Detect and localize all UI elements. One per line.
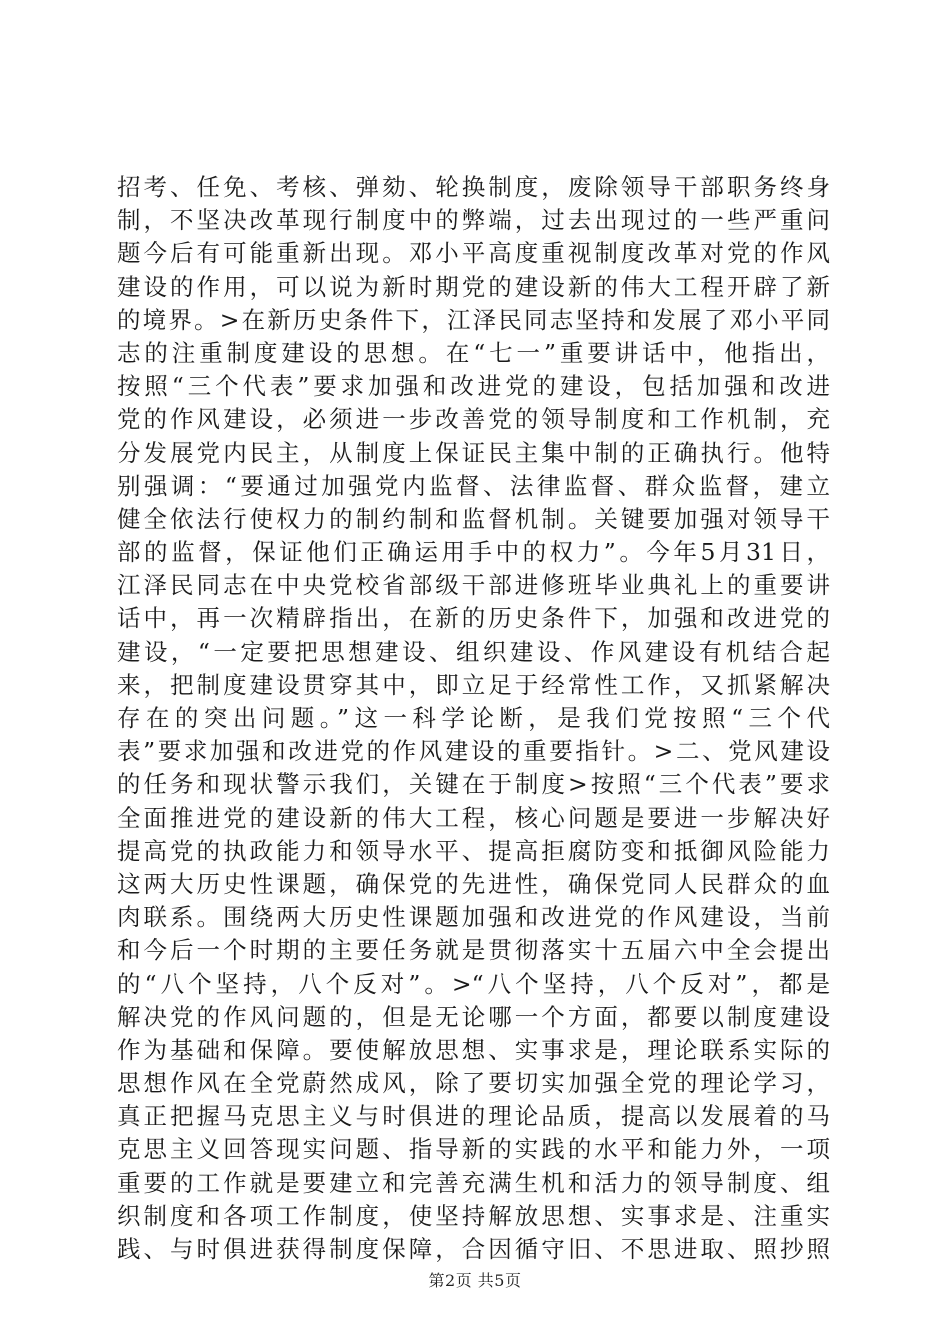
- text-line: 织制度和各项工作制度，使坚持解放思想、实事求是、注重实: [117, 1201, 830, 1230]
- text-line: 部的监督，保证他们正确运用手中的权力”。今年5月31日，: [117, 538, 830, 567]
- page-number-footer: 第2页 共5页: [428, 1271, 522, 1290]
- text-line: 健全依法行使权力的制约制和监督机制。关键要加强对领导干: [117, 504, 830, 533]
- text-line: 表”要求加强和改进党的作风建设的重要指针。>二、党风建设: [117, 737, 830, 766]
- text-line: 的任务和现状警示我们，关键在于制度>按照“三个代表”要求: [117, 770, 830, 799]
- text-line: 党的作风建设，必须进一步改善党的领导制度和工作机制，充: [117, 405, 830, 434]
- text-line: 江泽民同志在中央党校省部级干部进修班毕业典礼上的重要讲: [117, 571, 830, 600]
- text-line: 别强调：“要通过加强党内监督、法律监督、群众监督，建立: [117, 471, 830, 500]
- text-line: 真正把握马克思主义与时俱进的理论品质，提高以发展着的马: [117, 1102, 830, 1131]
- text-line: 重要的工作就是要建立和完善充满生机和活力的领导制度、组: [117, 1168, 830, 1197]
- text-line: 招考、任免、考核、弹劾、轮换制度，废除领导干部职务终身: [117, 173, 830, 201]
- body-paragraph: [117, 171, 830, 1266]
- text-line: 的境界。>在新历史条件下，江泽民同志坚持和发展了邓小平同: [117, 305, 830, 334]
- text-line: 提高党的执政能力和领导水平、提高拒腐防变和抵御风险能力: [117, 836, 830, 865]
- text-line: 肉联系。围绕两大历史性课题加强和改进党的作风建设，当前: [117, 903, 830, 932]
- text-line: 解决党的作风问题的，但是无论哪一个方面，都要以制度建设: [117, 1002, 830, 1031]
- text-line: 这两大历史性课题，确保党的先进性，确保党同人民群众的血: [117, 869, 830, 898]
- text-line: 志的注重制度建设的思想。在“七一”重要讲话中，他指出，: [117, 338, 830, 367]
- text-line: 制，不坚决改革现行制度中的弊端，过去出现过的一些严重问: [117, 206, 830, 235]
- text-line: 按照“三个代表”要求加强和改进党的建设，包括加强和改进: [117, 372, 830, 401]
- text-line: 全面推进党的建设新的伟大工程，核心问题是要进一步解决好: [117, 803, 830, 832]
- text-line: 和今后一个时期的主要任务就是贯彻落实十五届六中全会提出: [117, 936, 830, 965]
- text-line: 践、与时俱进获得制度保障，合因循守旧、不思进取、照抄照: [117, 1235, 830, 1263]
- text-line: 存在的突出问题。”这一科学论断，是我们党按照“三个代: [117, 704, 830, 732]
- text-line: 分发展党内民主，从制度上保证民主集中制的正确执行。他特: [117, 438, 830, 467]
- text-line: 克思主义回答现实问题、指导新的实践的水平和能力外，一项: [117, 1135, 830, 1164]
- text-line: 建设，“一定要把思想建设、组织建设、作风建设有机结合起: [117, 637, 830, 666]
- text-line: 建设的作用，可以说为新时期党的建设新的伟大工程开辟了新: [117, 272, 830, 301]
- text-line: 作为基础和保障。要使解放思想、实事求是，理论联系实际的: [117, 1035, 830, 1064]
- text-line: 题今后有可能重新出现。邓小平高度重视制度改革对党的作风: [117, 239, 830, 268]
- text-line: 来，把制度建设贯穿其中，即立足于经常性工作，又抓紧解决: [117, 670, 830, 699]
- text-line: 话中，再一次精辟指出，在新的历史条件下，加强和改进党的: [117, 604, 830, 633]
- text-line: 的“八个坚持，八个反对”。>“八个坚持，八个反对”，都是: [117, 969, 830, 998]
- text-line: 思想作风在全党蔚然成风，除了要切实加强全党的理论学习，: [117, 1069, 830, 1098]
